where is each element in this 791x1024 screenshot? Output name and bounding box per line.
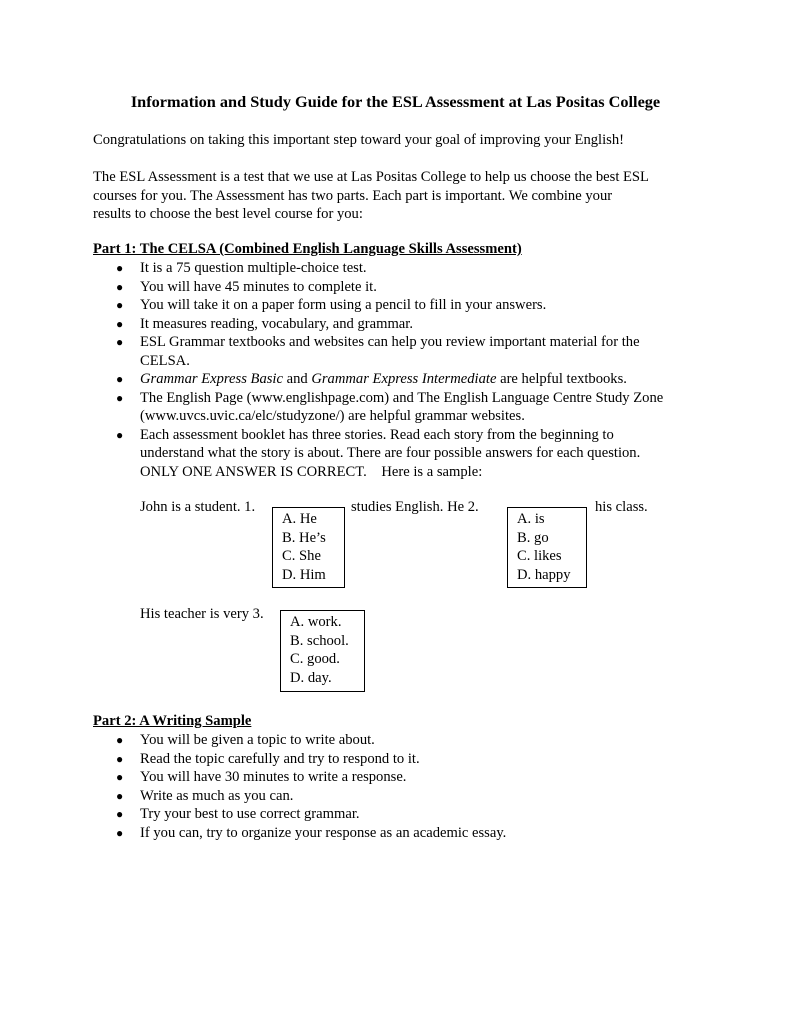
- list-item: [93, 296, 693, 315]
- bullet-icon: ●: [116, 390, 124, 405]
- answer-box-2: [507, 507, 587, 588]
- answer-option: B. He’s: [282, 529, 326, 546]
- bullet-text: If you can, try to organize your response as an academic essay.: [140, 824, 507, 841]
- list-item: [93, 278, 693, 297]
- sample-sentence-2: His teacher is very 3.: [140, 606, 264, 622]
- bullet-text: You will have 30 minutes to write a response.: [140, 769, 407, 785]
- answer-option: D. Him: [282, 566, 326, 583]
- bullet-text: Write as much as you can.: [140, 787, 294, 804]
- list-item: [93, 259, 693, 278]
- bullet-icon: ●: [116, 427, 124, 442]
- bullet-text: ONLY ONE ANSWER IS CORRECT. Here is a sample:: [140, 463, 483, 480]
- description-line: courses for you. The Assessment has two parts. Each part is important. We combine your: [93, 187, 613, 204]
- textbook-title: Grammar Express Intermediate: [311, 371, 497, 387]
- intro-paragraph: Congratulations on taking this important step toward your goal of improving your English!: [93, 132, 624, 148]
- bullet-icon: ●: [116, 298, 124, 312]
- bullet-icon: ●: [116, 733, 124, 747]
- bullet-icon: ●: [116, 335, 124, 349]
- bullet-text: (www.uvcs.uvic.ca/elc/studyzone/) are helpful grammar websites.: [140, 408, 525, 424]
- bullet-icon: ●: [116, 825, 124, 840]
- description-line: results to choose the best level course for you:: [93, 206, 363, 222]
- part2-bullet-list: [93, 731, 693, 842]
- bullet-text: It is a 75 question multiple-choice test.: [140, 260, 367, 276]
- answer-box-3: [280, 610, 365, 692]
- bullet-icon: ●: [116, 316, 124, 331]
- answer-box-1: [272, 507, 345, 588]
- bullet-icon: ●: [116, 751, 124, 766]
- part1-bullet-list: [93, 259, 693, 481]
- sample-sentence-1c: his class.: [595, 499, 648, 515]
- sample-sentence-1a: John is a student. 1.: [140, 499, 256, 515]
- bullet-text: ESL Grammar textbooks and websites can help you review important material for the: [140, 334, 640, 350]
- bullet-text: You will have 45 minutes to complete it.: [140, 278, 377, 295]
- bullet-icon: ●: [116, 807, 124, 821]
- bullet-text: Read the topic carefully and try to respond to it.: [140, 750, 420, 767]
- bullet-icon: ●: [116, 261, 124, 275]
- list-item: [93, 315, 693, 334]
- bullet-text: understand what the story is about. There are four possible answers for each question.: [140, 445, 641, 461]
- bullet-text: The English Page (www.englishpage.com) and The English Language Centre Study Zone: [140, 389, 664, 406]
- answer-option: D. day.: [290, 669, 332, 686]
- description-paragraph: [93, 168, 703, 224]
- textbook-title: Grammar Express Basic: [140, 371, 283, 387]
- bullet-text: are helpful textbooks.: [496, 371, 627, 387]
- bullet-text: Try your best to use correct grammar.: [140, 806, 360, 822]
- bullet-text: and: [282, 371, 312, 387]
- answer-option: B. go: [517, 529, 549, 546]
- answer-option: B. school.: [290, 632, 349, 649]
- list-item: [93, 389, 693, 426]
- part1-heading: Part 1: The CELSA (Combined English Language Skills Assessment): [93, 241, 522, 257]
- description-line: The ESL Assessment is a test that we use at Las Positas College to help us choose the best ESL: [93, 169, 649, 185]
- list-item: [93, 731, 693, 750]
- list-item: [93, 768, 693, 787]
- answer-option: A. is: [517, 511, 545, 527]
- bullet-icon: ●: [116, 279, 124, 294]
- list-item: [93, 426, 693, 482]
- answer-option: A. He: [282, 511, 317, 527]
- sample-sentence-1b: studies English. He 2.: [351, 499, 479, 515]
- bullet-text: You will be given a topic to write about.: [140, 732, 375, 748]
- list-item: [93, 824, 693, 843]
- answer-option: C. good.: [290, 651, 340, 667]
- bullet-text: Each assessment booklet has three stories. Read each story from the beginning to: [140, 426, 614, 443]
- list-item: [93, 370, 693, 389]
- bullet-icon: ●: [116, 770, 124, 784]
- list-item: [93, 787, 693, 806]
- bullet-text: You will take it on a paper form using a pencil to fill in your answers.: [140, 297, 547, 313]
- list-item: [93, 333, 693, 370]
- list-item: [93, 750, 693, 769]
- answer-option: D. happy: [517, 566, 571, 583]
- document-title: Information and Study Guide for the ESL Assessment at Las Positas College: [130, 92, 661, 111]
- answer-option: C. likes: [517, 548, 562, 564]
- bullet-text: CELSA.: [140, 352, 190, 369]
- list-item: [93, 805, 693, 824]
- bullet-icon: ●: [116, 372, 124, 386]
- part2-heading: Part 2: A Writing Sample: [93, 713, 252, 729]
- answer-option: A. work.: [290, 614, 342, 630]
- bullet-text: It measures reading, vocabulary, and grammar.: [140, 315, 413, 332]
- answer-option: C. She: [282, 548, 321, 564]
- bullet-icon: ●: [116, 788, 124, 803]
